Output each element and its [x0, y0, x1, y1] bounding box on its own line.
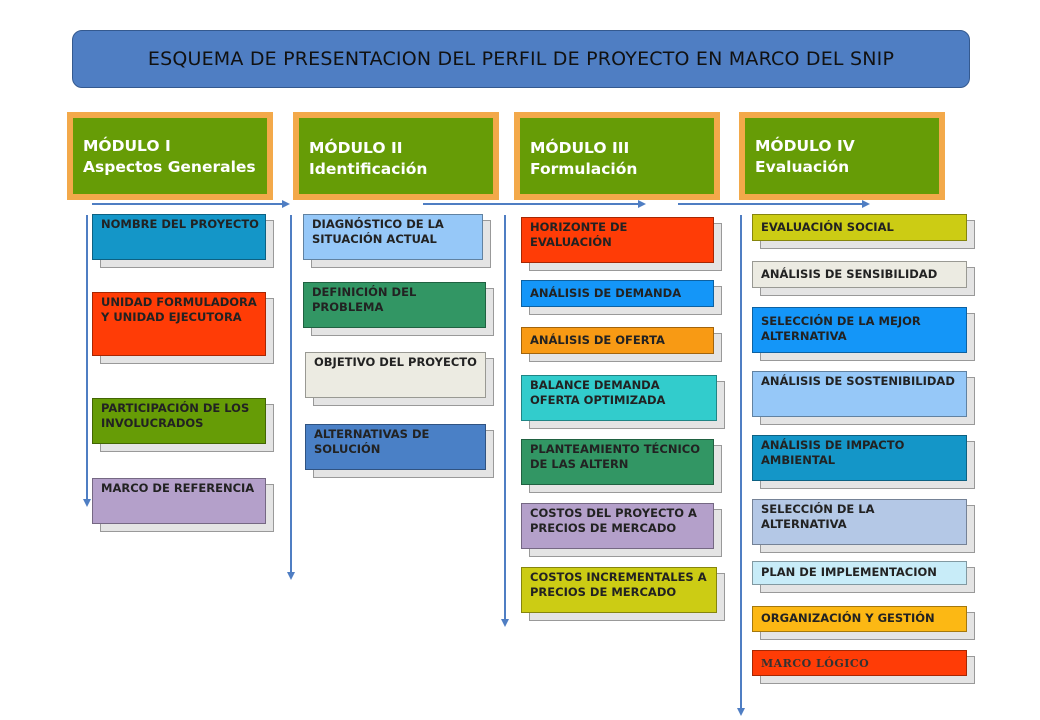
box-label: DIAGNÓSTICO DE LA SITUACIÓN ACTUAL	[312, 217, 444, 246]
module-1-subtitle: Aspectos Generales	[83, 158, 256, 176]
title-banner: ESQUEMA DE PRESENTACION DEL PERFIL DE PROYECTO EN MARCO DEL SNIP	[72, 30, 970, 88]
module-4-title: MÓDULO IV	[755, 137, 855, 155]
box-label: ORGANIZACIÓN Y GESTIÓN	[761, 611, 935, 625]
box-label: ANÁLISIS DE OFERTA	[530, 333, 665, 347]
box-label: DEFINICIÓN DEL PROBLEMA	[312, 285, 417, 314]
box-label: ANÁLISIS DE SENSIBILIDAD	[761, 267, 938, 281]
box-label: MARCO LÓGICO	[761, 657, 870, 670]
box-label: MARCO DE REFERENCIA	[101, 481, 255, 495]
box-label: PLAN DE IMPLEMENTACION	[761, 565, 937, 579]
module-2-title: MÓDULO II	[309, 139, 403, 157]
box-label: SELECCIÓN DE LA MEJOR ALTERNATIVA	[761, 314, 921, 343]
box-label: ANÁLISIS DE DEMANDA	[530, 286, 682, 300]
box-label: COSTOS INCREMENTALES A PRECIOS DE MERCADO	[530, 570, 707, 599]
module-3-subtitle: Formulación	[530, 160, 638, 178]
box-label: ANÁLISIS DE SOSTENIBILIDAD	[761, 374, 955, 388]
module-1-title: MÓDULO I	[83, 137, 171, 155]
module-2-subtitle: Identificación	[309, 160, 428, 178]
box-label: ALTERNATIVAS DE SOLUCIÓN	[314, 427, 430, 456]
box-label: BALANCE DEMANDA OFERTA OPTIMIZADA	[530, 378, 666, 407]
box-label: COSTOS DEL PROYECTO A PRECIOS DE MERCADO	[530, 506, 697, 535]
module-4-subtitle: Evaluación	[755, 158, 850, 176]
box-label: EVALUACIÓN SOCIAL	[761, 220, 894, 234]
box-label: PLANTEAMIENTO TÉCNICO DE LAS ALTERN	[530, 442, 700, 471]
box-label: SELECCIÓN DE LA ALTERNATIVA	[761, 502, 875, 531]
box-label: OBJETIVO DEL PROYECTO	[314, 355, 477, 369]
box-label: ANÁLISIS DE IMPACTO AMBIENTAL	[761, 438, 905, 467]
module-3-title: MÓDULO III	[530, 139, 630, 157]
box-label: NOMBRE DEL PROYECTO	[101, 217, 259, 231]
box-label: UNIDAD FORMULADORA Y UNIDAD EJECUTORA	[101, 295, 257, 324]
box-label: HORIZONTE DE EVALUACIÓN	[530, 220, 628, 249]
box-label: PARTICIPACIÓN DE LOS INVOLUCRADOS	[101, 401, 250, 430]
